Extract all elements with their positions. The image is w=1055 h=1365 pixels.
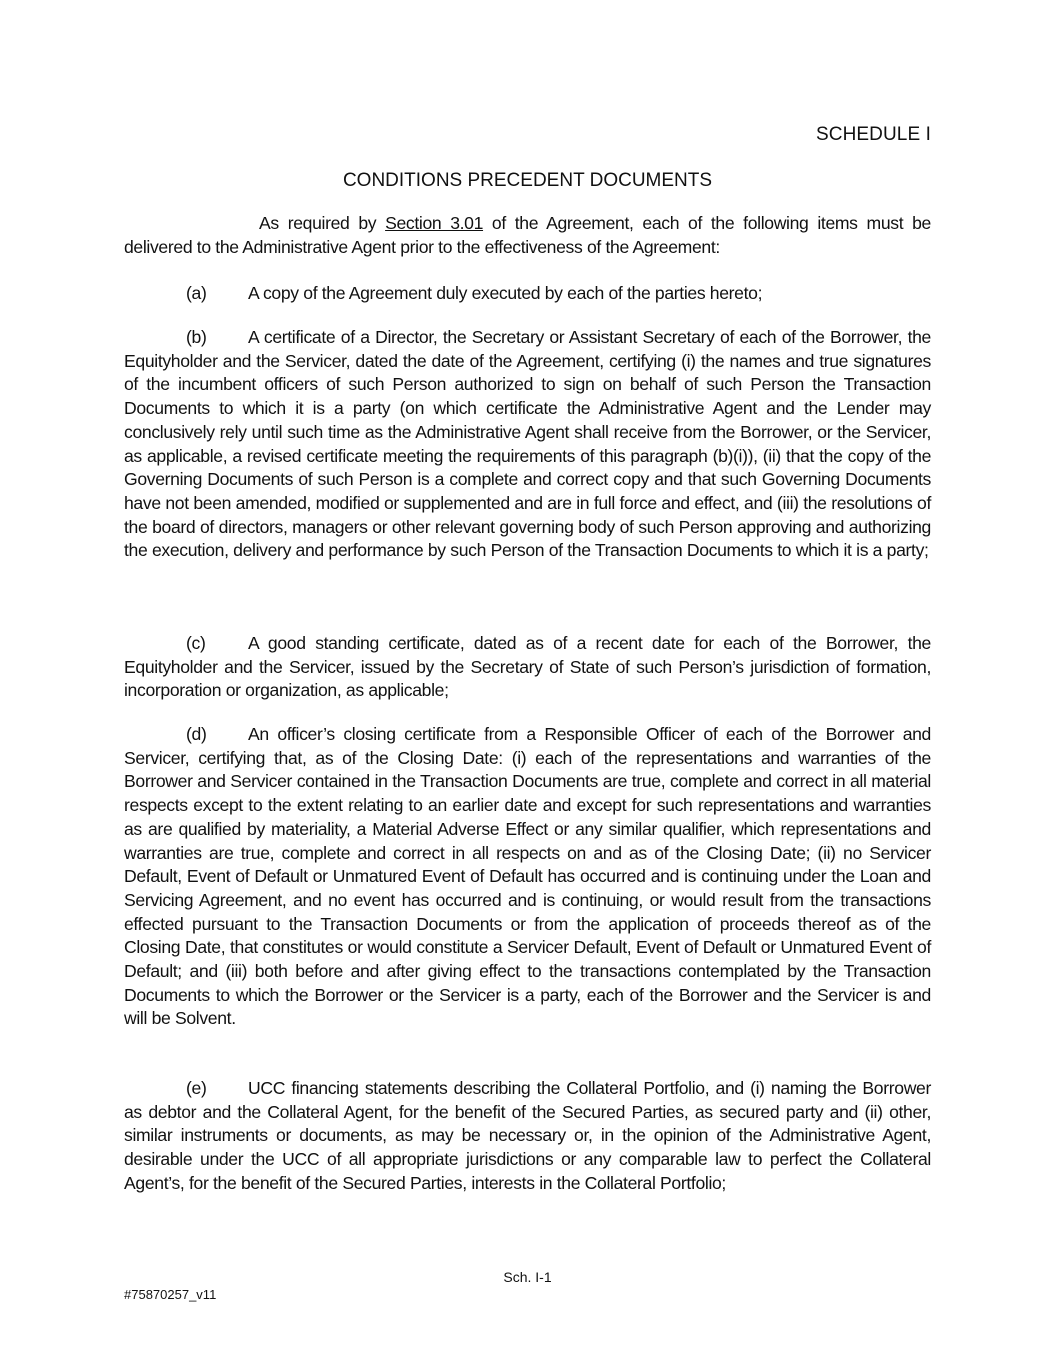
section-reference-link[interactable]: Section 3.01: [385, 213, 484, 233]
item-text: A certificate of a Director, the Secretary or Assistant Secretary of each of the Borrower, the Equityholder and the Servicer, dated the date of the Agreement, certifying (i) the names and true signatures of the incumbent officers of such Person authorized to sign on behalf of such Person the Transaction Documents to which it is a party (on which certificate the Administrative Agent and the Lender may conclusively rely until such time as the Administrative Agent shall receive from the Borrower, or the Servicer, as applicable, a revised certificate meeting the requirements of this paragraph (b)(i)), (ii) that the copy of the Governing Documents of such Person is a complete and correct copy and that such Governing Documents have not been amended, modified or supplemented and are in full force and effect, and (iii) the resolutions of the board of directors, managers or other relevant governing body of such Person approving and authorizing the execution, delivery and performance by such Person of the Transaction Documents to which it is a party;: [124, 327, 931, 561]
intro-suffix: of the Agreement, each of the following items must be delivered to the Administrative Agent prior to the effectiveness of the Agreement:: [124, 213, 931, 257]
item-text: UCC financing statements describing the Collateral Portfolio, and (i) naming the Borrower as debtor and the Collateral Agent, for the benefit of the Secured Parties, as secured party and (ii) other, similar instruments or documents, as may be necessary or, in the opinion of the Administrative Agent, desirable under the UCC of all appropriate jurisdictions or any comparable law to perfect the Collateral Agent’s, for the benefit of the Secured Parties, interests in the Collateral Portfolio;: [124, 1078, 931, 1193]
intro-paragraph: [124, 212, 931, 259]
item-b-paragraph: [124, 326, 931, 563]
item-text: An officer’s closing certificate from a Responsible Officer of each of the Borrower and Servicer, certifying that, as of the Closing Date: (i) each of the representations and warranties of the Borrower and Servicer contained in the Transaction Documents are true, complete and correct in all material respects except to the extent relating to an earlier date and except for such representations and warranties as are qualified by materiality, a Material Adverse Effect or any similar qualifier, which representations and warranties are true, complete and correct in all respects on and as of the Closing Date; (ii) no Servicer Default, Event of Default or Unmatured Event of Default has occurred and is continuing under the Loan and Servicing Agreement, and no event has occurred and is continuing, or would result from the transactions effected pursuant to the Transaction Documents or from the application of proceeds thereof as of the Closing Date, that constitutes or would constitute a Servicer Default, Event of Default or Unmatured Event of Default; and (iii) both before and after giving effect to the transactions contemplated by the Transaction Documents to which the Borrower or the Servicer is a party, each of the Borrower and the Servicer is and will be Solvent.: [124, 724, 931, 1029]
item-marker: (b): [186, 327, 207, 347]
page-number: Sch. I-1: [503, 1269, 552, 1285]
document-id: #75870257_v11: [124, 1287, 217, 1302]
item-d-paragraph: [124, 723, 931, 1031]
item-c-paragraph: [124, 632, 931, 703]
item-text: A copy of the Agreement duly executed by each of the parties hereto;: [248, 283, 763, 303]
item-e-paragraph: [124, 1077, 931, 1196]
item-a-paragraph: [124, 282, 931, 306]
document-title: CONDITIONS PRECEDENT DOCUMENTS: [342, 170, 713, 191]
item-marker: (d): [186, 724, 207, 744]
item-marker: (c): [186, 633, 206, 653]
intro-prefix: As required by: [259, 213, 386, 233]
item-marker: (e): [186, 1078, 207, 1098]
item-marker: (a): [186, 283, 207, 303]
schedule-label: SCHEDULE I: [815, 124, 931, 145]
item-text: A good standing certificate, dated as of a recent date for each of the Borrower, the Equityholder and the Servicer, issued by the Secretary of State of such Person’s jurisdiction of formation, incorporation or organization, as applicable;: [124, 633, 931, 701]
